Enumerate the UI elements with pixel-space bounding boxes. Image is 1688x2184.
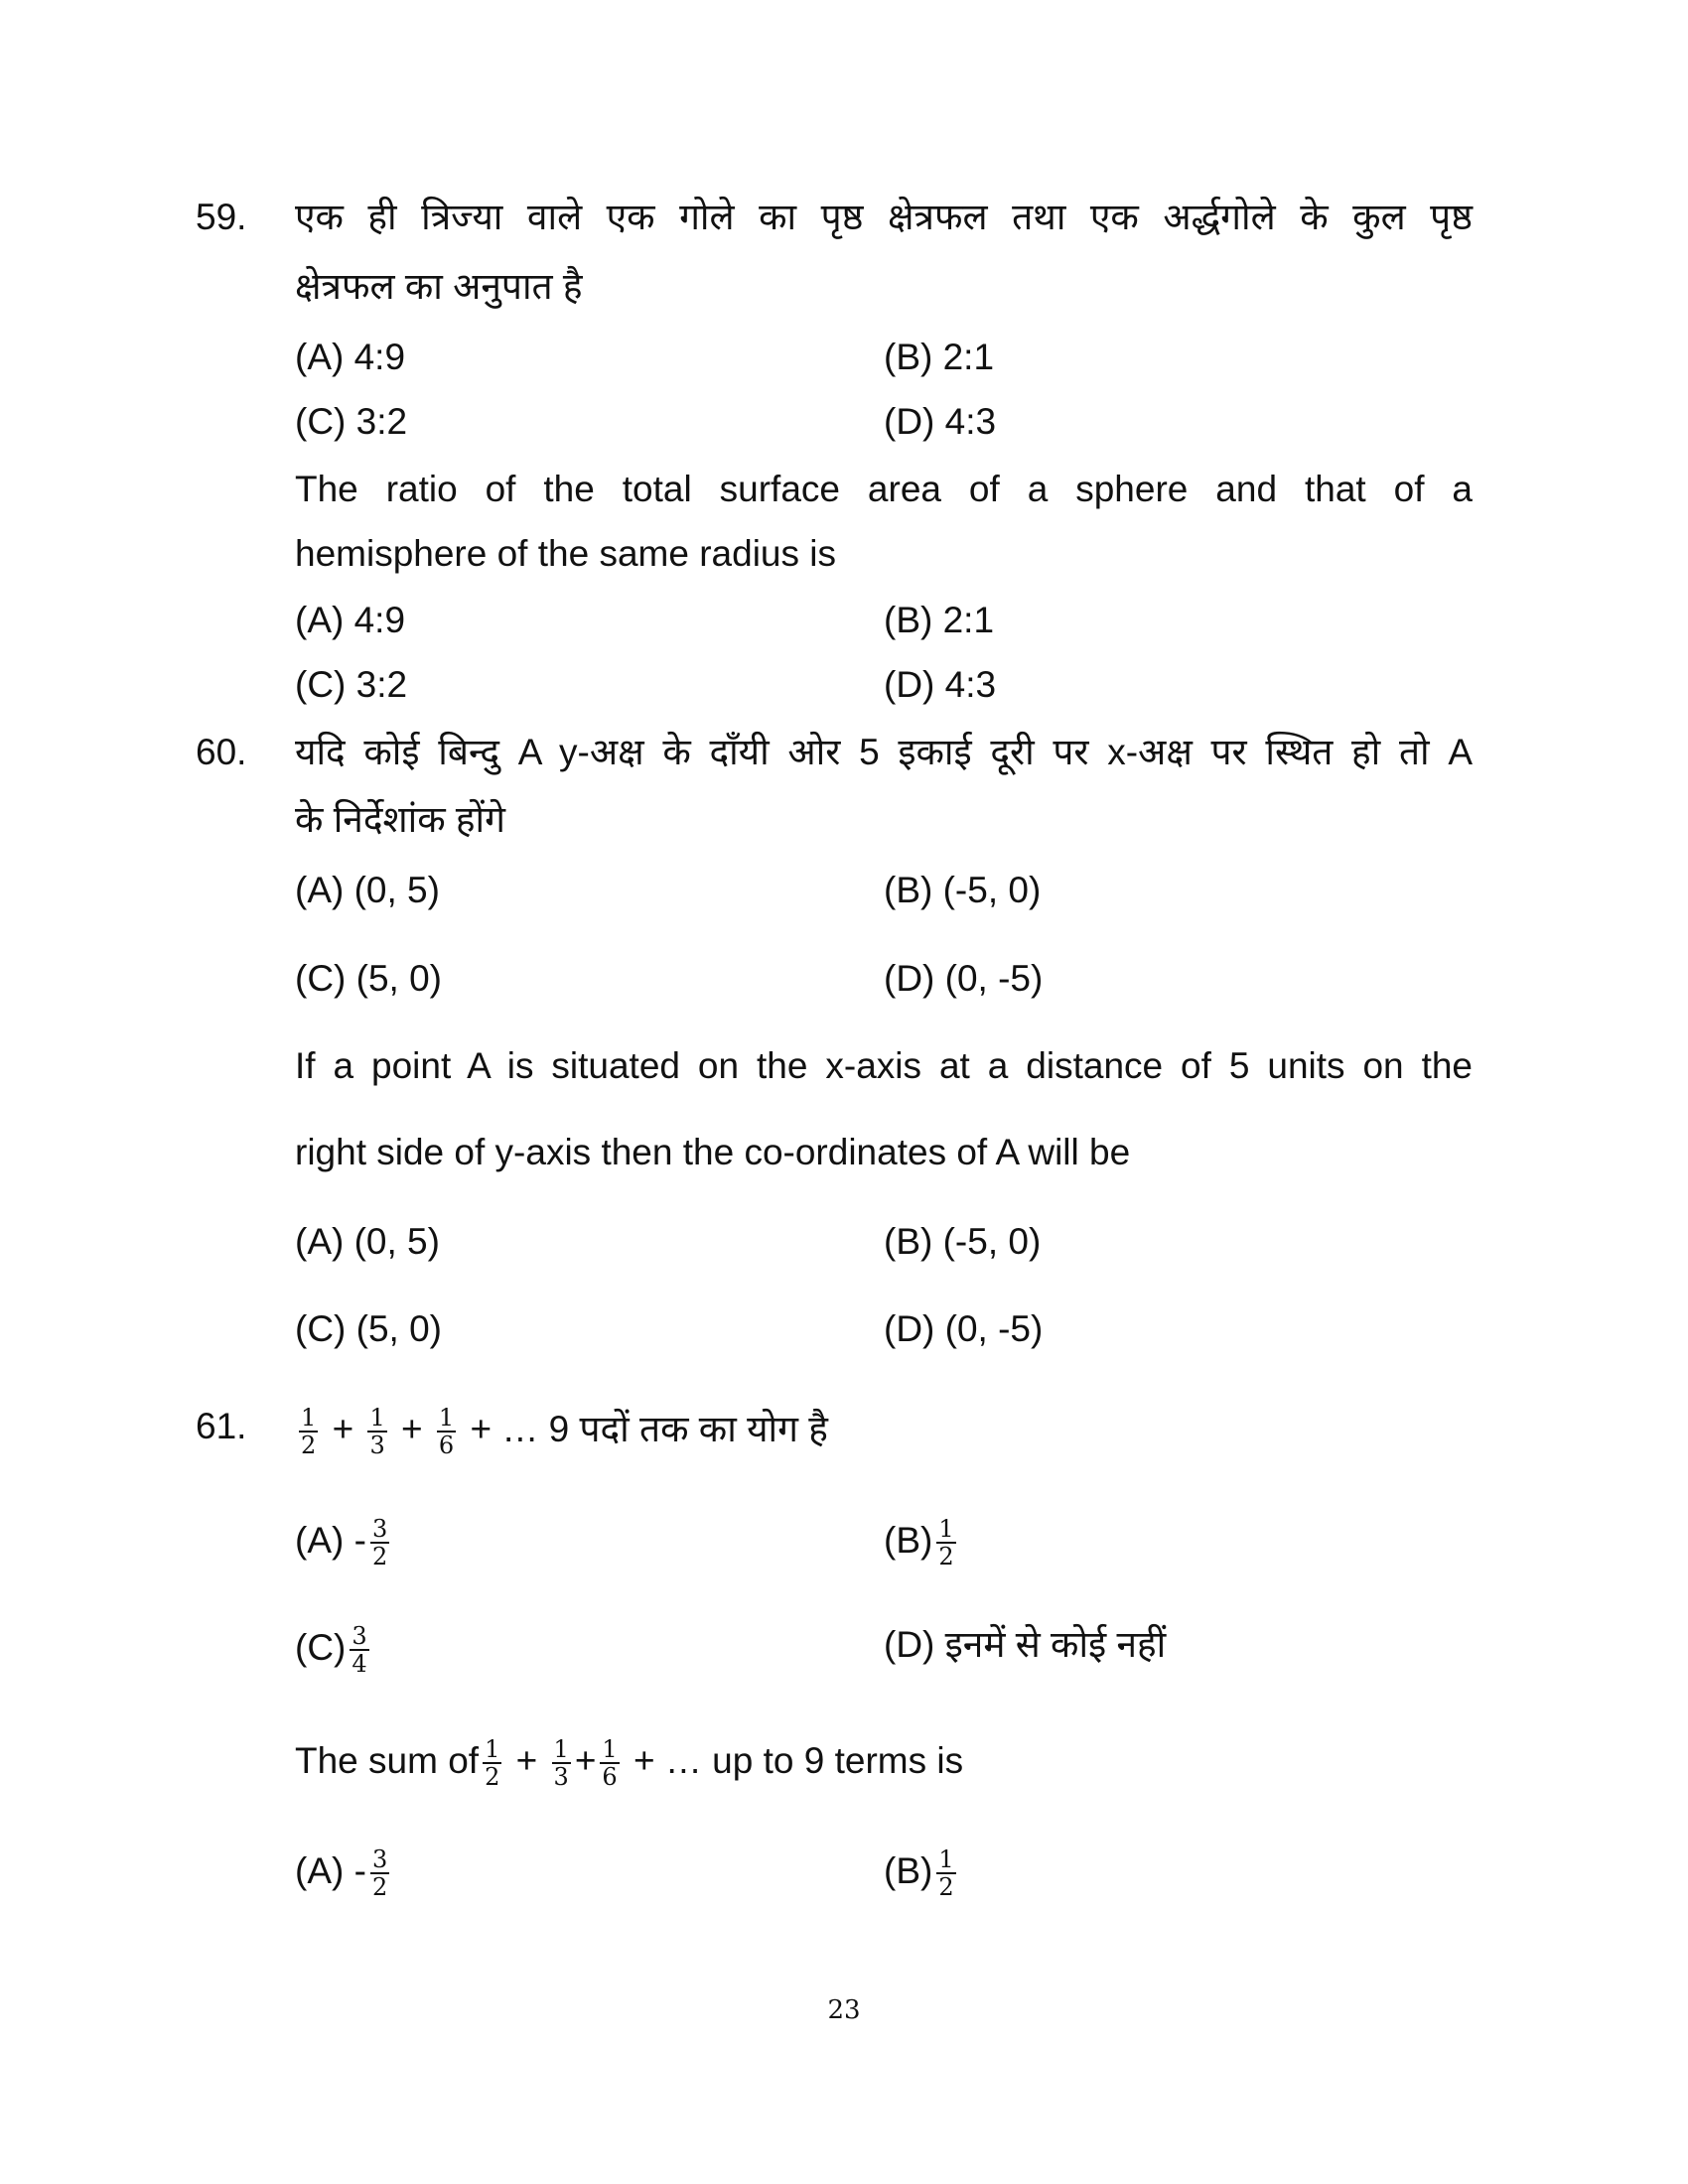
denominator: 2 bbox=[371, 1543, 388, 1570]
question-number: 60. bbox=[196, 732, 247, 772]
question-text-hindi: क्षेत्रफल का अनुपात है bbox=[295, 266, 583, 307]
denominator: 2 bbox=[938, 1873, 954, 1901]
option-label: (B) bbox=[884, 1849, 933, 1891]
page-number: 23 bbox=[827, 1995, 861, 2025]
option-d: (D) (0, -5) bbox=[884, 958, 1044, 999]
fraction bbox=[936, 1846, 955, 1900]
question-suffix: + … 9 पदों तक का योग है bbox=[470, 1408, 828, 1449]
numerator: 1 bbox=[301, 1404, 317, 1432]
option-d: (D) इनमें से कोई नहीं bbox=[884, 1624, 1167, 1665]
fraction bbox=[367, 1405, 386, 1458]
option-c bbox=[295, 1623, 373, 1677]
numerator: 1 bbox=[938, 1845, 954, 1873]
option-a: (A) (0, 5) bbox=[295, 870, 440, 910]
option-b: (B) 2:1 bbox=[884, 600, 995, 640]
denominator: 6 bbox=[602, 1763, 618, 1791]
option-label: (B) bbox=[884, 1519, 933, 1561]
option-b: (B) (-5, 0) bbox=[884, 1221, 1042, 1262]
option-b: (B) 2:1 bbox=[884, 337, 995, 377]
option-a: (A) 4:9 bbox=[295, 600, 406, 640]
option-a: (A) (0, 5) bbox=[295, 1221, 440, 1262]
option-d: (D) 4:3 bbox=[884, 664, 997, 705]
numerator: 3 bbox=[352, 1622, 367, 1650]
option-d: (D) (0, -5) bbox=[884, 1308, 1044, 1349]
fraction bbox=[299, 1405, 318, 1458]
denominator: 2 bbox=[371, 1873, 388, 1901]
fraction bbox=[437, 1405, 456, 1458]
option-b bbox=[884, 1516, 960, 1570]
option-b: (B) (-5, 0) bbox=[884, 870, 1042, 910]
numerator: 1 bbox=[938, 1515, 954, 1543]
question-text-english bbox=[295, 1736, 963, 1790]
numerator: 1 bbox=[369, 1404, 385, 1432]
denominator: 3 bbox=[553, 1763, 569, 1791]
question-text-english: hemisphere of the same radius is bbox=[295, 533, 836, 574]
option-label: (C) bbox=[295, 1626, 347, 1668]
fraction bbox=[936, 1516, 955, 1570]
question-number: 59. bbox=[196, 197, 247, 237]
option-label: (A) - bbox=[295, 1849, 366, 1891]
fraction bbox=[350, 1623, 368, 1677]
fraction bbox=[370, 1516, 389, 1570]
denominator: 6 bbox=[438, 1432, 455, 1459]
fraction bbox=[370, 1846, 389, 1900]
question-text-hindi: के निर्देशांक होंगे bbox=[295, 799, 505, 840]
question-text-hindi: एक ही त्रिज्या वाले एक गोले का पृष्ठ क्षेत्रफल तथा एक अर्द्धगोले के कुल पृष्ठ bbox=[295, 197, 1473, 237]
denominator: 2 bbox=[301, 1432, 317, 1459]
fraction bbox=[552, 1736, 571, 1790]
numerator: 1 bbox=[438, 1404, 455, 1432]
question-prefix: The sum of bbox=[295, 1739, 480, 1781]
question-text-english: If a point A is situated on the x-axis at a distance of 5 units on the bbox=[295, 1045, 1473, 1086]
option-a bbox=[295, 1846, 393, 1900]
option-label: (A) - bbox=[295, 1519, 366, 1561]
plus: + bbox=[574, 1739, 597, 1781]
numerator: 3 bbox=[371, 1515, 388, 1543]
plus: + bbox=[332, 1408, 354, 1449]
option-c: (C) 3:2 bbox=[295, 401, 408, 442]
fraction bbox=[483, 1736, 501, 1790]
question-text-english: right side of y-axis then the co-ordinates of A will be bbox=[295, 1132, 1131, 1172]
numerator: 1 bbox=[553, 1735, 569, 1763]
question-suffix: + … up to 9 terms is bbox=[633, 1739, 964, 1781]
denominator: 2 bbox=[485, 1763, 500, 1791]
option-c: (C) (5, 0) bbox=[295, 958, 442, 999]
denominator: 3 bbox=[369, 1432, 385, 1459]
numerator: 1 bbox=[602, 1735, 618, 1763]
option-d: (D) 4:3 bbox=[884, 401, 997, 442]
option-a bbox=[295, 1516, 393, 1570]
numerator: 1 bbox=[485, 1735, 500, 1763]
numerator: 3 bbox=[371, 1845, 388, 1873]
option-c: (C) (5, 0) bbox=[295, 1308, 442, 1349]
question-number: 61. bbox=[196, 1406, 247, 1446]
denominator: 2 bbox=[938, 1543, 954, 1570]
fraction bbox=[600, 1736, 619, 1790]
plus: + bbox=[515, 1739, 538, 1781]
plus: + bbox=[401, 1408, 423, 1449]
question-text-hindi: यदि कोई बिन्दु A y-अक्ष के दाँयी ओर 5 इकाई दूरी पर x-अक्ष पर स्थित हो तो A bbox=[295, 732, 1473, 772]
question-text-hindi bbox=[295, 1405, 828, 1458]
option-c: (C) 3:2 bbox=[295, 664, 408, 705]
denominator: 4 bbox=[352, 1650, 367, 1678]
question-text-english: The ratio of the total surface area of a sphere and that of a bbox=[295, 469, 1473, 509]
option-a: (A) 4:9 bbox=[295, 337, 406, 377]
option-b bbox=[884, 1846, 960, 1900]
